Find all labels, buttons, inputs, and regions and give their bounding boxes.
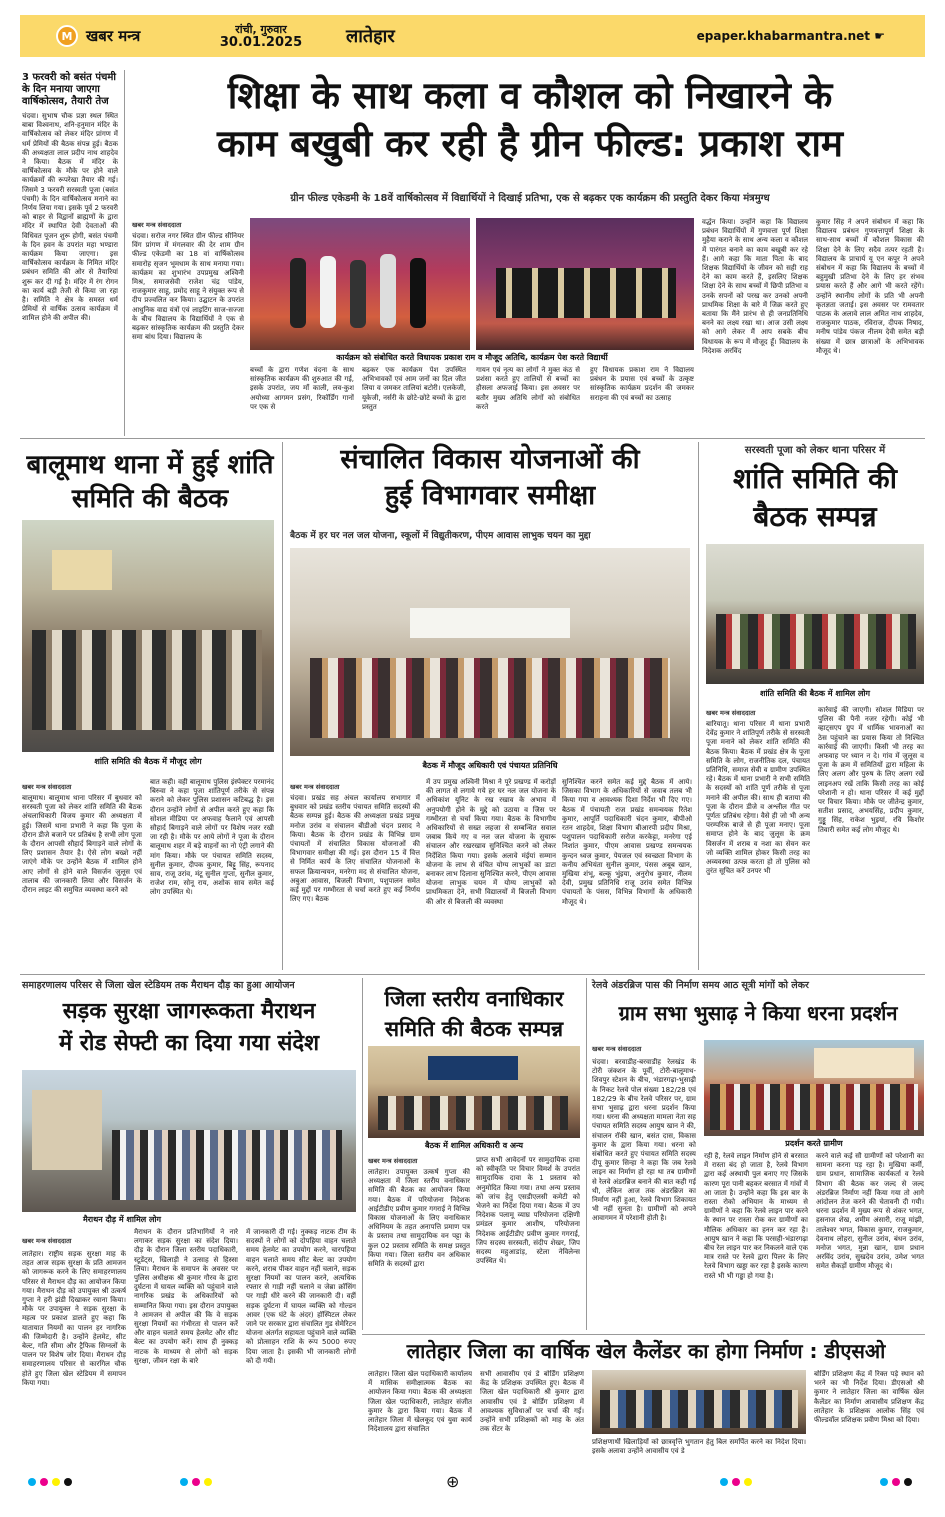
forest-headline <box>368 984 580 1044</box>
story-left-text: चंदवा। सुभाष चौक प्रज्ञा स्थल स्थित बाबा विश्वनाथ, शनि-हनुमान मंदिर के वार्षिकोत्सव को लेकर मंदिर प्रांगण में धर्म प्रेमियों की बैठक संपन्न हुई। बैठक की अध्यक्षता लाल प्रदीप नाथ शाहदेव ने किया। बैठक में मंदिर के वार्षिकोत्सव के मौके पर होने वाले कार्यक्रमों की रूपरेखा तैयार की गई। जिसमे 3 फरवरी सरस्वती पूजा (बसंत पंचमी) के दिन वार्षिकोत्सव मनाने का निर्णय लिया गया। इसके पूर्व 2 फरवरी को बाहर से विद्वानों ब्राह्मणों के द्वारा मंदिर में स्थापित देवी देवताओं की विधिवत पूजन शुरू होगी, बसंत पंचमी के दिन हवन के उपरांत महा भण्डारा कार्यक्रम किया जाएगा। इस वार्षिकोत्सव कार्यक्रम के निमित मंदिर प्रबंधन समिति की ओर से तैयारियां शुरू कर दी गई है। मंदिर में रंग रोगन का कार्य बड़ी तेजी से किया जा रहा है। समिति ने क्षेत्र के समस्त धर्म प्रेमियों से वार्षिक उत्सव कार्यक्रम में शामिल होने की अपील की। <box>22 112 118 323</box>
marathon-text-col2: मैराथन के दौरान प्रतिभागियों ने नारे लगाकर सड़क सुरक्षा का संदेश दिया। दौड़ के दौरान जिला स्तरीय पदाधिकारी, स्टूडेंट्स, खिलाड़ी ने उत्साह से हिस्सा लिया। मैराथन के समापन के अवसर पर पुलिस अधीक्षक श्री कुमार गौरव के द्वारा दुर्घटना में घायल व्यक्ति को पहुंचाने वाले नागरिक प्रखंड के अधिकारियों को सम्मानित किया गया। इस दौरान उपायुक्त ने आमजन से अपील की कि वे सड़क सुरक्षा नियमों का गंभीरता से पालन करें और वाहन चलाते समय हेलमेट और सीट बेल्ट का उपयोग करें। साथ ही नुक्कड़ नाटक के माध्यम से लोगों को सड़क सुरक्षा, जीवन रक्षा के बारे <box>134 1228 238 1365</box>
color-mark-magenta-4 <box>892 1478 900 1486</box>
marathon-text-col1: लातेहार। राष्ट्रीय सड़क सुरक्षा माह के तहत आज सड़क सुरक्षा के प्रति आमजन को जागरूक करने के लिए समाहरणालय परिसर से मैराथन दौड़ का आयोजन किया गया। मैराथन दौड़ को उपायुक्त श्री उत्कर्ष गुप्ता ने हरी झंडी दिखाकर रवाना किया। मौके पर उपायुक्त ने सड़क सुरक्षा के महत्व पर प्रकाश डालते हुए कहा कि यातायात नियमों का पालन हर नागरिक की जिम्मेदारी है। उन्होंने हेलमेट, सीट बेल्ट, गति सीमा और ट्रैफिक सिग्नलों के पालन पर विशेष जोर दिया। मैराथन दौड़ समाहरणालय परिसर से कारगिल चौक होते हुए जिला खेल स्टेडियम में समापन किया गया। <box>22 1250 126 1387</box>
sports-text-col2: सभी आवासीय एवं डे बोर्डिंग प्रशिक्षण केंद्र के प्रशिक्षक उपस्थित हुए। बैठक में जिला खेल पदाधिकारी श्री कुमार द्वारा आवासीय एवं डे बोर्डिंग प्रशिक्षण में आवश्यक सुविधाओं पर चर्चा की गई। उन्होंने सभी प्रशिक्षकों को माह के अंत तक सेंटर के <box>480 1370 584 1434</box>
color-mark-cyan-3 <box>720 1478 728 1486</box>
color-mark-magenta-2 <box>192 1478 200 1486</box>
section-name: लातेहार <box>346 26 395 47</box>
sports-headline: लातेहार जिला का वार्षिक खेल कैलेंडर का होगा निर्माण : डीएसओ <box>406 1339 886 1363</box>
lead-text-col1: चंदवा। सरोज नगर स्थित ग्रीन फील्ड सीनियर विंग प्रांगण में मंगलवार की देर शाम ग्रीन फील्ड एकेडमी का 18 वां वार्षिकोत्सव समारोह सृजन भूमधाम के साथ मनाया गया। कार्यक्रम का शुभारंभ उपप्रमुख अश्विनी मिश्र, समाजसेवी राजेश चंद्र पांडेय, राजकुमार साहू, प्रमोद साहू ने संयुक्त रूप से दीप प्रज्वलित कर किया। उद्घाटन के उपरांत आधुनिक वाद्य यंत्रों एवं लाइटिंग साज-सज्जा के बीच विद्यालय के विद्यार्थियों ने एक से बढ़कर सांस्कृतिक कार्यक्रम की प्रस्तुति देकर समा बांध दिया। विद्यालय के <box>132 232 244 342</box>
color-mark-yellow <box>52 1478 60 1486</box>
brand-name: खबर मन्त्र <box>86 27 141 45</box>
color-mark-black-4 <box>904 1478 912 1486</box>
dharna-caption: प्रदर्शन करते ग्रामीण <box>785 1139 843 1148</box>
lead-photo-stage <box>250 218 470 350</box>
shanti-photo <box>706 544 924 684</box>
color-mark-yellow-2 <box>204 1478 212 1486</box>
color-mark-cyan-2 <box>180 1478 188 1486</box>
lead-headline <box>135 72 925 168</box>
sports-text-col3: प्रशिक्षणार्थी खिलाड़ियों को छात्रवृत्ति भुगतान हेतु बिल समर्पित करने का निदेश दिया। इसके अलावा उन्होंने आवासीय एवं डे <box>592 1438 806 1456</box>
epaper-link[interactable]: epaper.khabarmantra.net ☛ <box>696 29 885 43</box>
lead-photo-dance <box>476 218 694 350</box>
review-caption: बैठक में मौजूद अधिकारी एवं पंचायत प्रतिनिधि <box>422 761 558 770</box>
lead-text-col2: बच्चों के द्वारा गणेश वंदना के साथ सांस्कृतिक कार्यक्रम की शुरुआत की गई, इसके उपरांत, जय माँ काली, लव-कुश अयोध्या आगमन प्रसंग, रिकॉर्डिंग गानों पर एक से <box>250 366 354 411</box>
lead-text-col7: कुमार सिंह ने अपने संबोधन में कहा कि विद्यालय प्रबंधन गुणवत्तापूर्ण शिक्षा के साथ-साथ बच्चों में कौशल विकास की शिक्षा देने के लिए सदैव तत्पर रहती है। विद्यालय के प्राचार्य यू एन कपूर ने अपने संबोधन में कहा कि विद्यालय के बच्चों में बहुमुखी प्रतिभा देने के लिए हर संभव प्रयास करते हैं और आगे भी करते रहेंगे। उन्होंने स्थानीय लोगों के प्रति भी अपनी कृतज्ञता जताई। इस अवसर पर रामवतार पाठक के अलावे लाल अमित नाथ शाहदेव, राजकुमार पाठक, रविराज, दीपक निषाद, मनीष पांडेय पंकज नीलम देवी समेत बड़ी संख्या में छात्र छात्राओं के अभिभावक मौजूद थे। <box>816 218 924 355</box>
shanti-headline <box>706 460 924 536</box>
marathon-headline-line1: सड़क सुरक्षा जागरूकता मैराथन <box>62 999 316 1024</box>
color-mark-magenta-3 <box>732 1478 740 1486</box>
forest-headline-line1: जिला स्तरीय वनाधिकार <box>384 987 564 1011</box>
dharna-byline: खबर मन्त्र संवाददाता <box>592 1045 642 1053</box>
lead-text-col3: बढ़कर एक कार्यक्रम पेश उपस्थित अभिभावकों एवं आम जनों का दिल जीत लिया व जमकर तालियां बटोरी। एलकेजी, यूकेजी, नर्सरी के छोटे-छोटे बच्चों के द्वारा प्रस्तुत <box>362 366 466 411</box>
forest-byline: खबर मन्त्र संवाददाता <box>368 1157 418 1165</box>
shanti-caption: शांति समिति की बैठक में शामिल लोग <box>760 689 870 698</box>
shanti-kicker: सरस्वती पूजा को लेकर थाना परिसर में <box>744 445 886 456</box>
lead-headline-line2: काम बखुबी कर रही है ग्रीन फील्ड: प्रकाश राम <box>216 122 844 165</box>
review-text-col3: सुनिश्चित करने समेत कई मुद्दे बैठक में आये। जिसका विभाग के अधिकारियों से जवाब तलब भी किया गया व आवश्यक दिशा निर्देश भी दिए गए। बैठक में पंचायती राज प्रखंड समन्वयक रितेश कुमार, आपूर्ति पदाधिकारी चंदन कुमार, बीपीओ रतन शाहदेव, शिक्षा विभाग बीआरपी प्रदीप मिश्रा, पशुपालन पदाधिकारी सरोज करकेट्टा, मनरेगा एई निशांत कुमार, पीएम आवास प्रखण्ड समन्वयक कुन्दन ध्वज कुमार, पेयजल एवं स्वच्छता विभाग के कनीय अभियंता सुनील कुमार, पंसस अबूब खान, मुखिया शंभू, बल्कू भुंइया, अनुरोध कुमार, नीलम देवी, प्रमुख प्रतिनिधि राजू उरांव समेत विभिन्न पंचायतों के पंसस, विभिन्न विभागों के अधिकारी मौजूद थे। <box>562 778 692 906</box>
lead-text-col6: वर्द्धन किया। उन्होंने कहा कि विद्यालय प्रबंधन विद्यार्थियों में गुणवत्ता पूर्ण शिक्षा मुहैया कराने के साथ अन्य कला व कौशल में पारंगत बनाने का काम बखूबी कर रहे हैं। आगे कहा कि माता पिता के बाद शिक्षक विद्यार्थियों के जीवन को सही राह देने का काम करते हैं, इसलिए शिक्षक शिक्षा देने के साथ बच्चों में छिपी प्रतिभा व उनके सपनों को परख कर उनको अपनी प्राथमिक शिक्षा के बारे में जिक्र करते हुए बताया कि मैंने प्रारंभ से ही जनप्रतिनिधि बनने का लक्ष्य रखा था। आज उसी लक्ष्य को आगे लेकर मैं आप सबके बीच विधायक के रूप में मौजूद हूँ। विद्यालय के निदेशक अरविंद <box>702 218 808 355</box>
sports-text-col1: लातेहार। जिला खेल पदाधिकारी कार्यालय में मासिक समीक्षात्मक बैठक का आयोजन किया गया। बैठक की अध्यक्षता जिला खेल पदाधिकारी, लातेहार संजीत कुमार के द्वारा किया गया। बैठक में लातेहार जिला में खेलकूद एवं युवा कार्य निदेशालय द्वारा संचालित <box>368 1370 472 1434</box>
balumath-byline: खबर मन्त्र संवाददाता <box>22 783 72 791</box>
color-mark-cyan <box>28 1478 36 1486</box>
color-mark-yellow-3 <box>744 1478 752 1486</box>
shanti-headline-line1: शांति समिति की <box>733 462 897 495</box>
marathon-kicker: समाहरणालय परिसर से जिला खेल स्टेडियम तक मैराथन दौड़ का हुआ आयोजन <box>22 980 295 991</box>
forest-text-col2: प्राप्त सभी आवेदनों पर सामुदायिक दावा को स्वीकृति पर विचार विमर्श के उपरांत सामुदायिक दावा के 1 प्रस्ताव को अनुमोदित किया गया। तथा अन्य प्रस्ताव को जांच हेतु एसडीएलसी कमेटी को भेजने का निर्देश दिया गया। बैठक में उप निदेशक पलामू व्याघ्र परियोजना दक्षिणी प्रमंडल कुमार आशीष, परियोजना निदेशक आईटीडीए प्रवीण कुमार गगराई, जिप सदस्य सरस्वती, संदीप शेखर, जिप सदस्य महुआडांड़, स्टेला नेविलेन्स उपस्थित थे। <box>476 1156 580 1266</box>
dharna-kicker: रेलवे अंडरब्रिज पास की निर्माण समय आठ सूत्री मांगों को लेकर <box>592 980 809 991</box>
review-headline-line2: हुई विभागवार समीक्षा <box>384 480 596 511</box>
color-mark-cyan-4 <box>880 1478 888 1486</box>
lead-subhead: ग्रीन फील्ड एकेडमी के 18वें वार्षिकोत्सव में विद्यार्थियों ने दिखाई प्रतिभा, एक से बढ़कर एक कार्यक्रम की प्रस्तुति देकर किया मंत्रमुग्ध <box>290 193 770 204</box>
balumath-text-col1: बालूमाथ। बालूमाथ थाना परिसर में बुधवार को सरस्वती पूजा को लेकर शांति समिति की बैठक अंचलाधिकारी विजय कुमार की अध्यक्षता में हुई। जिसमें थाना प्रभारी ने कहा कि पूजा के दौरान डीजे बजाने पर प्रतिबंध है सभी लोग पूजा के दौरान आपसी सौहार्द बिगाड़ने वाले लोगों के लिए प्रशासन तैयार है। ऐसे लोग बख्शे नहीं जाएंगे मौके पर उन्होंने बैठक में शामिल होने आए लोगों से होने वाले विसर्जन जुलूस एवं तालाब की जानकारी लिया और विसर्जन के दौरान लाइट की समुचित व्यवस्था करने को <box>22 794 142 895</box>
sports-photo <box>592 1370 806 1434</box>
review-text-col2: में उप प्रमुख अश्विनी मिश्रा ने पूरे प्रखण्ड में करोड़ों की लागत से लगाये गये हर घर नल जल योजना के अधिकांश यूनिट के रख रखाव के अभाव में अनुपयोगी होने के मुद्दे को उठाया व जिस पर गम्भीरता से चर्चा किया गया। बैठक के विभागीय अधिकारियों से सख्त लहजा से सम्बन्धित सवाल जबाब किये गए व नल जल योजना के सुचारू संचालन और रखरखाव सुनिश्चित करने को लेकर निर्देशित किया गया। इसके अलावे मंईयां सम्मान योजना के लाभ से वंचित योग्य लाभुकों का डाटा बनाकर लाभ दिलाना सुनिश्चित करने, पीएम आवास योजना लाभुक चयन में योग्य लाभुकों को प्राथमिकता देने, सभी विद्यालयों में बिजली विभाग की ओर से बिजली की व्यवस्था <box>426 778 556 906</box>
balumath-photo <box>22 520 274 752</box>
place: रांची, गुरुवार <box>235 23 287 36</box>
dharna-text-col2: रही है, रेलवे लाइन निर्माण होने से बरसात में रास्ता बंद हो जाता है, रेलवे विभाग द्वारा कई अस्थायी पुल बनाए गए जिसके कारण पूरा पानी बहकर बरसात में गांवों में आ जाता है। उन्होंने कहा कि इस बार के रास्ता रोको अभियान के माध्यम से ग्रामीणों ने कहा कि रेलवे लाइन पार करने के स्थान पर रास्ता रोक कर ग्रामीणों का मौलिक अधिकार का हनन कर रहा है। आयुष खान ने कहा कि परसही-भंडारगढ़ा बीच रेल लाइन पार कर निकलने वाले एक मात्र रास्ते पर रेलवे द्वारा पिलर के लिए रेलवे विभाग खड्डा कर रहा है इसके कारण रास्ते भी भी गड्ढा हो गया है। <box>704 1152 808 1280</box>
balumath-text-col2: बात कही। वही बालूमाथ पुलिस इंस्पेक्टर परमानंद बिरुवा ने कहा पूजा शांतिपूर्ण तरीके से संपन्न कराने को लेकर पुलिस प्रशासन कटिबद्ध है। इस दौरान उन्होंने लोगों से अपील करते हुए कहा कि सोशल मीडिया पर अफवाह फैलाने एवं आपसी सौहार्द बिगाड़ने वाले लोगों पर विशेष नजर रखी जा रही है। मौके पर आये लोगों ने पूजा के दौरान बालूमाथ शहर में बड़े वाहनों का नो एंट्री लगाने की मांग किया। मौके पर पंचायत समिति सदस्य, सुनील कुमार, दीपक कुमार, बिट्टू सिंह, रूपनाद साव, राजू उरांव, मंटू सुनील गुप्ता, सुनील कुमार, राजेश राम, सोनू राय, अशोक साव समेत कई लोग उपस्थित थे। <box>150 778 274 897</box>
forest-headline-line2: समिति की बैठक सम्पन्न <box>384 1017 564 1041</box>
marathon-caption: मैराथन दौड़ में शामिल लोग <box>83 1215 161 1224</box>
color-mark-magenta <box>40 1478 48 1486</box>
review-text-col1: चंदवा। प्रखंड सह अंचल कार्यालय सभागार में बुधवार को प्रखंड स्तरीय पंचायत समिति सदस्यों की बैठक सम्पन्न हुई। बैठक की अध्यक्षता प्रखंड प्रमुख मनोज उरांव व संचालन बीडीओ चंदन प्रसाद ने किया। बैठक के दौरान प्रखंड के विभिन्न ग्राम पंचायतों में संचालित विकास योजनाओं की विभागवार समीक्षा की गई। इस दौरान 15 वें वित्त से निर्मित कार्य के लिए संचालित योजनाओं के सफल क्रियान्वयन, मनरेगा मद से संचालित योजना, अबुआ आवास, बिजली विभाग, पशुपालन समेत कई मुद्दों पर गम्भीरता से चर्चा करते हुए कई निर्णय लिए गए। बैठक <box>290 794 420 904</box>
dharna-photo <box>704 1040 924 1136</box>
dharna-headline: ग्राम सभा भुसाढ़ ने किया धरना प्रदर्शन <box>618 1001 898 1025</box>
forest-caption: बैठक में शामिल अधिकारी व अन्य <box>424 1141 524 1150</box>
balumath-caption: शांति समिति की बैठक में मौजूद लोग <box>94 757 202 766</box>
marathon-photo <box>22 1070 356 1212</box>
marathon-byline: खबर मन्त्र संवाददाता <box>22 1237 72 1245</box>
lead-byline: खबर मन्त्र संवाददाता <box>132 221 182 229</box>
masthead <box>20 15 925 57</box>
shanti-byline: खबर मन्त्र संवाददाता <box>706 709 756 717</box>
forest-photo <box>368 1046 580 1138</box>
color-mark-black <box>64 1478 72 1486</box>
story-left-headline: 3 फरवरी को बसंत पंचमी के दिन मनाया जाएगा वार्षिकोत्सव, तैयारी तेज <box>22 72 116 107</box>
review-headline-line1: संचालित विकास योजनाओं की <box>340 444 640 475</box>
forest-text-col1: लातेहार। उपायुक्त उत्कर्ष गुप्ता की अध्यक्षता में जिला स्तरीय वनाधिकार समिति की बैठक का आयोजन किया गया। बैठक में परियोजना निदेशक आईटीडीए प्रवीण कुमार गगराई ने विभिन्न विकास योजनाओं के लिए वनाधिकार अधिनियम के तहत अनापत्ति प्रमाण पत्र के प्रस्ताव तथा सामुदायिक वन पट्टा के कुल 02 प्रस्ताव समिति के समक्ष प्रस्तुत किया गया। जिला स्तरीय वन अधिकार समिति के सदस्यों द्वारा <box>368 1168 470 1269</box>
story-left <box>22 72 118 432</box>
marathon-text-col3: में जानकारी दी गई। नुक्कड़ नाटक टीम के सदस्यों ने लोगों को दोपहिया वाहन चलाते समय हेलमेट का उपयोग करने, चारपहिया वाहन चलाते समय सीट बेल्ट का उपयोग करने, शराब पीकर वाहन नहीं चलाने, सड़क सुरक्षा नियमों का पालन करने, अत्यधिक रफ्तार से गाड़ी नहीं चलाने व जेब्रा क्रॉसिंग पर गाड़ी धीरे करने की जानकारी दी। वहीं सड़क दुर्घटना में घायल व्यक्ति को गोल्डन आवर (एक घंटे के अंदर) हॉस्पिटल लेकर जाने पर सरकार द्वारा संचालित गुड सेमेरिटन योजना अंतर्गत सहायता पहुंचाने वाले व्यक्ति को प्रोत्साहन राशि के रूप 5000 रुपए दिया जाता है। इसकी भी जानकारी लोगों को दी गयी। <box>246 1228 356 1365</box>
marathon-headline <box>22 996 356 1060</box>
registration-mark-icon: ⊕ <box>446 1472 460 1491</box>
review-byline: खबर मन्त्र संवाददाता <box>290 783 340 791</box>
lead-text-col4: गायन एवं नृत्य का लोगों ने मुक्त कंठ से प्रशंसा करते हुए तालियों से बच्चों का हौसला अफजाई किया। इस अवसर पर बतौर मुख्य अतिथि लोगों को संबोधित करते <box>476 366 580 411</box>
pointer-icon: ☛ <box>874 29 885 43</box>
review-headline <box>290 442 690 514</box>
dateline <box>206 23 316 49</box>
lead-text-col5: हुए विधायक प्रकाश राम ने विद्यालय प्रबंधन के प्रयास एवं बच्चों के उत्कृष्ट सांस्कृतिक कार्यक्रम प्रदर्शन की जमकर सराहना की एवं बच्चों का उत्साह <box>590 366 694 402</box>
review-photo <box>290 548 690 756</box>
sports-text-col4: बोर्डिंग प्रशिक्षण केंद्र में रिक्त पड़े स्थान को भरने का भी निर्देश दिया। डीएसओ श्री कुमार ने लातेहार जिला का वार्षिक खेल कैलेंडर का निर्माण आवासीय प्रशिक्षण केंद्र लातेहार के प्रशिक्षक आलोक सिंह एवं फील्डवॉल प्रशिक्षक प्रवीण मिश्रा को दिया। <box>814 1370 924 1425</box>
logo-icon: M <box>56 25 78 47</box>
shanti-text-col1: बारियातू। थाना परिसर में थाना प्रभारी देवेंद्र कुमार ने शांतिपूर्ण तरीके से सरस्वती पूजा मनाने को लेकर शांति समिति की बैठक किया। बैठक में प्रखंड क्षेत्र के पूजा समिति के लोग, राजनीतिक दल, पंचायत प्रतिनिधि, समाज सेवी व ग्रामीण उपस्थित रहे। बैठक में थाना प्रभारी ने सभी समिति के सदस्यों को शांति पूर्ण तरीके से पूजा मनाने की अपील की। साथ ही बताया की पूजा के दौरान डीजे व अश्लील गीत पर पूर्णतः प्रतिबंध रहेगा। वैसे ही जो भी अन्य परम्परिक बाजे से ही पूजा मनाए। पूजा समाप्त होने के बाद जुलूस के क्रम विसर्जन में शराब व नशा का सेवन कर जो व्यक्ति शामिल होकर किसी तरह का अव्यवस्था उत्पन्न करता हो तो पुलिस को तुरंत सूचित करें उनपर भी <box>706 720 810 876</box>
review-subhead: बैठक में हर घर नल जल योजना, स्कूलों में विद्युतीकरण, पीएम आवास लाभुक चयन का मुद्दा <box>290 531 591 541</box>
shanti-headline-line2: बैठक सम्पन्न <box>753 500 877 533</box>
marathon-headline-line2: में रोड सेफ्टी का दिया गया संदेश <box>58 1031 320 1056</box>
lead-caption: कार्यक्रम को संबोधित करते विधायक प्रकाश राम व मौजूद अतिथि, कार्यक्रम पेश करते विद्यार्थी <box>336 353 608 362</box>
dharna-text-col1: चंदवा। बरवाडीह-बरवाडीह रेलखंड के टोरी जंक्शन के पूर्वी, टोरी-बालूमाथ-शिवपुर स्टेशन के बीच, भंडारगढ़ा-भुसाढ़ी के निकट रेलवे पोल संख्या 182/28 एवं 182/29 के बीच रेलवे परिसर पर, ग्राम सभा भुसाढ़ द्वारा धरना प्रदर्शन किया गया। धरना की अध्यक्षता मामला नेता सह पंचायत समिति सदस्य आयुष खान ने की, संचालन रॉकी खान, बसंत दास, विकास कुमार के द्वारा किया गया। धरना को संबोधित करते हुए पंचायत समिति सदस्य दीपू कुमार सिन्हा ने कहा कि जब रेलवे लाइन का निर्माण हो रहा था तब ग्रामीणों से रेलवे अंडरब्रिज बनाने की बात कही गई थी, लेकिन आज तक अंडरब्रिज का निर्माण नहीं हुआ, रेलवे विभाग शिकायत भी नहीं सुनता है। ग्रामीणों को अपने आवागमन में परेशानी होती है। <box>592 1058 696 1223</box>
lead-headline-line1: शिक्षा के साथ कला व कौशल को निखारने के <box>227 74 833 117</box>
shanti-text-col2: कार्रवाई की जाएगी। सोशल मिडिया पर पुलिस की पैनी नजर रहेगी। कोई भी व्हाट्सएप ग्रुप में धार्मिक भावनाओं का ठेस पहुंचाने का प्रयास किया तो निश्चित कार्रवाई की जाएगी। किसी भी तरह का अफवाह पर ध्यान न दे। गांव में जुलूस व पूजा के क्रम में समितियों द्वारा महिला के लिए अलग और पुरुष के लिए अलग रखें लाइनअप रखें ताकि किसी तरह का कोई परेशानी न हो। थाना परिसर में कई मुद्दों पर विचार किया। मौके पर जीतेन्द्र कुमार, सतीश प्रसाद, अभयसिंह, प्रदीप कुमार, गुड्डू सिंह, राकेश भुइयां, रवि किशोर तिवारी समेत कई लोग मौजूद थे। <box>818 706 924 834</box>
dharna-text-col3: करने वाले कई सौ ग्रामीणों को परेशानी का सामना करना पड़ रहा है। मुखिया कर्मी, ग्राम प्रधान, सामाजिक कार्यकर्ता व रेलवे विभाग की बैठक कर जल्द से जल्द अंडरब्रिज निर्माण नहीं किया गया तो आगे आंदोलन तेज करने की चेतावनी दी गयी। धरना प्रदर्शन में मुख्य रूप से शंकर भगत, हसनाज शेख, शमीम अंसारी, राजू मांझी, तालेश्वर भगत, विकास कुमार, राजकुमार, देवनाथ लोहरा, सुनील उरांव, बंधन उरांव, मनोज भगत, मुन्ना खान, ग्राम प्रधान अरविंद उरांव, सुखदेव उरांव, उमेश भगत समेत सैकड़ों ग्रामीण मौजूद थे। <box>816 1152 924 1271</box>
date: 30.01.2025 <box>219 35 303 50</box>
balumath-headline: बालूमाथ थाना में हुई शांति समिति की बैठक <box>26 450 274 514</box>
